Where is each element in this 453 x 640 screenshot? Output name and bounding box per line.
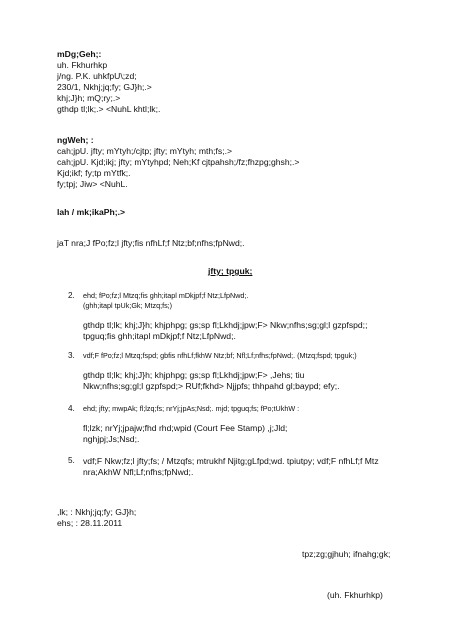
from-heading: mDg;Geh;: [57,49,102,59]
to-line: fy;tpj; Jiw> <NuhL. [57,179,128,189]
signature-caption: tpz;zg;gjhuh; ifnahg;gk; [302,549,391,559]
from-line: j/ng. P.K. uhkfpU\;zd; [57,71,137,81]
to-line: cah;jpU. jfty; mYtyh;/cjtp; jfty; mYtyh; mth;fs;.> [57,146,233,156]
item-line: nra;AkhW Nfl;Lf;nfhs;fpNwd;. [83,467,194,477]
from-line: uh. Fkhurhkp [57,60,108,70]
item-paragraph-line: Nkw;nfhs;sg;gl;l gzpfspd;> RUf;fkhd> Njjpfs; thhpahd gl;baypd; efy;. [83,381,340,391]
item-line: (ghh;itapl tpUk;Gk; Mtzq;fs;) [83,301,173,310]
subject: lah / mk;ikaPh;.> [57,207,126,217]
item-paragraph-line: fl;lzk; nrYj;jpajw;fhd rhd;wpid (Court Fee Stamp) ,j;Jld; [83,423,288,433]
to-line: Kjd;ikf; fy;tp mYtfk;. [57,168,131,178]
item-number: 3. [68,351,75,360]
to-line: cah;jpU. Kjd;ikj; jfty; mYtyhpd; Neh;Kf cjtpahsh;/fz;fhzpg;ghsh;.> [57,157,300,167]
from-line: khj;J}h; mQ;ry;.> [57,93,121,103]
signatory-name: (uh. Fkhurhkp) [327,590,383,600]
item-number: 2. [68,291,75,300]
item-paragraph-line: tpguq;fis ghh;itapl mDkjpf;f Ntz;LfpNwd;. [83,331,236,341]
item-number: 5. [68,456,75,465]
item-line: ehd; jfty; mwpAk; fl;lzq;fs; nrYj;jpAs;Nsd;. mjd; tpguq;fs; fPo;tUkhW : [83,404,300,413]
item-line: vdf;F Nkw;fz;l jfty;fs; / Mtzqfs; mtrukhf Njitg;gLfpd;wd. tpiutpy; vdf;F nfhLf;f Mtz [83,456,379,466]
item-line: vdf;F fPo;fz;l Mtzq;fspd; gbfis nfhLf;fkhW Ntz;bf; Nfl;Lf;nfhs;fpNwd;. (Mtzq;fspd; tpguk;) [83,351,357,360]
item-paragraph-line: gthdp tl;lk; khj;J}h; khjphpg; gs;sp fl;Lkhdj;jpw;F> ,Jehs; tiu [83,370,305,380]
from-line: gthdp tl;lk;.> <NuhL khtl;lk;. [57,104,161,114]
from-line: 230/1, Nkhj;jq;fy; GJ}h;.> [57,82,152,92]
item-number: 4. [68,404,75,413]
to-heading: ngWeh; : [57,135,94,145]
intro-text: jaT nra;J fPo;fz;l jfty;fis nfhLf;f Ntz;bf;nfhs;fpNwd;. [57,238,245,248]
section-title: jfty; tpguk; [208,266,253,276]
date-line: ehs; : 28.11.2011 [57,518,123,528]
item-paragraph-line: nghjpj;Js;Nsd;. [83,434,140,444]
item-line: ehd; fPo;fz;l Mtzq;fis ghh;itapl mDkjpf;f Ntz;LfpNwd;. [83,291,249,300]
place-line: ,lk; : Nkhj;jq;fy; GJ}h; [57,507,137,517]
item-paragraph-line: gthdp tl;lk; khj;J}h; khjphpg; gs;sp fl;Lkhdj;jpw;F> Nkw;nfhs;sg;gl;l gzpfspd;; [83,320,368,330]
